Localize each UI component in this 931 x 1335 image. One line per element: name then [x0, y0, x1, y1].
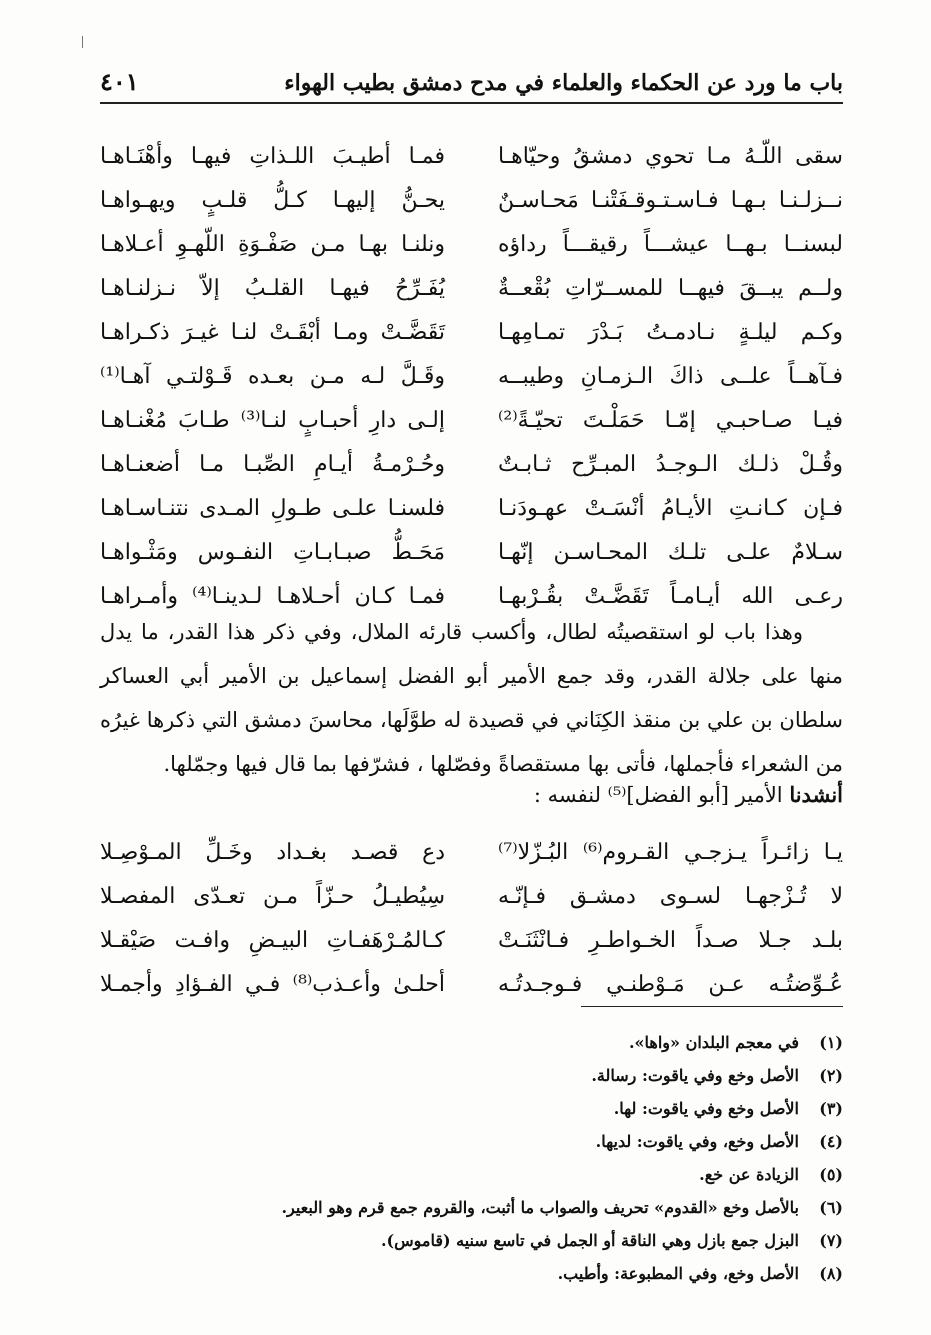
footnote	[100, 1026, 843, 1059]
footnote-text: البزل جمع بازل وهي الناقة أو الجمل في تاسع سنيه (قاموس).	[380, 1231, 799, 1250]
verse-second-hemistich: سِيُطيـلُ حـزّاً مـن تعـدّى المفصـلا	[100, 883, 445, 909]
intro-bold-word: أنشدنا	[789, 782, 843, 807]
footnote-number: (٨)	[819, 1264, 843, 1283]
verse-first-hemistich: وقُـلْ ذلـك الـوجـدُ المبـرِّح ثـابـتٌ	[498, 451, 843, 477]
footnote	[100, 1191, 843, 1224]
verse-first-hemistich: فـإن كـانـتِ الأيـامُ أنْسَـتْ عهـودَنـا	[498, 495, 843, 521]
verse-first-hemistich: سقى اللّـهُ مـا تحوي دمشقُ وحيّاهـا	[498, 143, 843, 169]
footnote-number: (٦)	[819, 1198, 843, 1217]
verse-second-hemistich: كـالمُـرْهَفـاتِ البيـضِ وافـت صَيْقـلا	[100, 927, 445, 953]
verse-first-hemistich: لا تُـزْجهـا لسـوى دمشـق فـإنّـه	[498, 883, 843, 909]
poem-second	[100, 830, 843, 1006]
footnote-text: الزيادة عن خع.	[699, 1165, 799, 1184]
verse-second-hemistich: وحُـرْمـةُ أيـامِ الصِّبـا مـا أضعنـاهـا	[100, 451, 445, 477]
verse-second-hemistich: دع قصـد بغـداد وخَـلِّ المـوْصِـلا	[100, 839, 445, 865]
verse-first-hemistich: ولــم يبــقَ فيهــا للمســرّاتِ بُقْعــةٌ	[498, 275, 843, 301]
verse-row	[100, 266, 843, 310]
verse-row	[100, 830, 843, 874]
verse-row	[100, 918, 843, 962]
verse-row	[100, 442, 843, 486]
verse-second-hemistich: فمـا أطيـبَ اللـذاتِ فيهـا وأهْنَـاهـا	[100, 143, 445, 169]
footnote	[100, 1257, 843, 1290]
footnote	[100, 1158, 843, 1191]
verse-row	[100, 222, 843, 266]
verse-first-hemistich: عُـوِّضتُـه عـن مَـوْطنـي فـوجـدتُـه	[498, 971, 843, 997]
verse-second-hemistich: فلسنـا علـى طـولِ المـدى نتنـاسـاهـا	[100, 495, 445, 521]
prose-paragraph: وهذا باب لو استقصيتُه لطال، وأكسب قارئه الملال، وفي ذكر هذا القدر، ما يدل منها على جلالة القدر، وقد جمع الأمير أبو الفضل إسماعيل بن الأمير أبي العساكر سلطان بن علي بن منقذ الكِنَاني في قصيدة له طوَّلَها، محاسنَ دمشق التي ذكرها غيرُه من الشعراء فأجملها، فأتى بها مستقصاةً وفصّلها ، فشرّفها بما قال فيها وجمّلها.	[100, 620, 843, 776]
intro-rest: الأمير [أبو الفضل]⁽⁵⁾ لنفسه :	[533, 783, 790, 807]
verse-first-hemistich: نــزلـنـا بـهـا فـاسـتـوقـفَتْنـا مَحـاسـنٌ	[498, 187, 843, 213]
footnote	[100, 1224, 843, 1257]
verse-second-hemistich: أحلـىٰ وأعـذب⁽⁸⁾ فـي الفـؤادِ وأجمـلا	[100, 971, 445, 997]
footnotes	[100, 1026, 843, 1290]
verse-second-hemistich: إلـى دارِ أحبـابٍ لنـا⁽³⁾ طـابَ مُغْنـاهـا	[100, 407, 445, 433]
page-number: ٤٠١	[100, 67, 139, 96]
running-header	[100, 58, 843, 104]
verse-row	[100, 178, 843, 222]
verse-second-hemistich: مَحَـطُّ صبـابـاتِ النفـوس ومَثْـواهـا	[100, 539, 445, 565]
footnote-text: في معجم البلدان «واها».	[628, 1033, 799, 1052]
verse-row	[100, 310, 843, 354]
verse-second-hemistich: فمـا كـان أحـلاهـا لـدينـا⁽⁴⁾ وأمـراهـا	[100, 583, 445, 609]
footnote-number: (١)	[819, 1033, 843, 1052]
footnote	[100, 1125, 843, 1158]
footnote-number: (٣)	[819, 1099, 843, 1118]
verse-first-hemistich: سـلامٌ علـى تلـك المحـاسـن إنّهـا	[498, 539, 843, 565]
poem-first	[100, 134, 843, 618]
verse-row	[100, 354, 843, 398]
verse-second-hemistich: يُفَـرِّحُ فيهـا القلـبُ إلاّ نـزلنـاهـا	[100, 275, 445, 301]
verse-first-hemistich: فيـا صـاحبـي إمّـا حَمَلْـتَ تحيّـةً⁽²⁾	[498, 407, 843, 433]
footnote-text: بالأصل وخع «القدوم» تحريف والصواب ما أثبت، والقروم جمع قرم وهو البعير.	[281, 1198, 799, 1217]
footnote-text: الأصل وخع وفي ياقوت: لها.	[613, 1099, 799, 1118]
verse-row	[100, 874, 843, 918]
prose-paragraph-block	[100, 610, 843, 786]
margin-mark	[82, 36, 83, 48]
verse-row	[100, 486, 843, 530]
verse-row	[100, 398, 843, 442]
verse-row	[100, 530, 843, 574]
verse-second-hemistich: وقَـلَّ لـه مـن بعـده قَـوْلتـي آهـا⁽¹⁾	[100, 363, 445, 389]
verse-first-hemistich: فـآهــاً علــى ذاكَ الـزمـانِ وطيبــه	[498, 363, 843, 389]
verse-second-hemistich: يحـنُّ إليهـا كـلُّ قلـبٍ ويهـواهـا	[100, 187, 445, 213]
verse-second-hemistich: ونلنـا بهـا مـن صَفْـوَةِ اللّهـوِ أعـلاهـا	[100, 231, 445, 257]
verse-second-hemistich: تَقَضَّـتْ ومـا أبْقَـتْ لنـا غيـرَ ذكـراهـا	[100, 319, 445, 345]
footnote-text: الأصل وخع وفي ياقوت: رسالة.	[591, 1066, 799, 1085]
footnote-number: (٤)	[819, 1132, 843, 1151]
poem-intro-line	[100, 782, 843, 807]
footnote-number: (٢)	[819, 1066, 843, 1085]
verse-row	[100, 962, 843, 1006]
footnote	[100, 1059, 843, 1092]
footnote-separator	[581, 1006, 843, 1007]
verse-first-hemistich: بلـد جـلا صـداً الخـواطـرِ فـانْثَنَـتْ	[498, 927, 843, 953]
footnote-number: (٧)	[819, 1231, 843, 1250]
verse-first-hemistich: وكـم ليلـةٍ نـادمـتُ بَـدْرَ تمـامِهـا	[498, 319, 843, 345]
footnote-text: الأصل وخع، وفي ياقوت: لديها.	[595, 1132, 799, 1151]
verse-first-hemistich: لبسنــا بـهــا عيشـــاً رقيقـــاً رداؤه	[498, 231, 843, 257]
verse-first-hemistich: يـا زائـراً يـزجـي القـروم⁽⁶⁾ البُـزّلا⁽⁷⁾	[498, 839, 844, 865]
footnote	[100, 1092, 843, 1125]
chapter-title: باب ما ورد عن الحكماء والعلماء في مدح دمشق بطيب الهواء	[284, 70, 843, 96]
verse-row	[100, 134, 843, 178]
footnote-text: الأصل وخع، وفي المطبوعة: وأطيب.	[557, 1264, 799, 1283]
footnote-number: (٥)	[819, 1165, 843, 1184]
verse-first-hemistich: رعـى الله أيـامـاً تَقَضَّـتْ بقُـرْبهـا	[498, 583, 843, 609]
